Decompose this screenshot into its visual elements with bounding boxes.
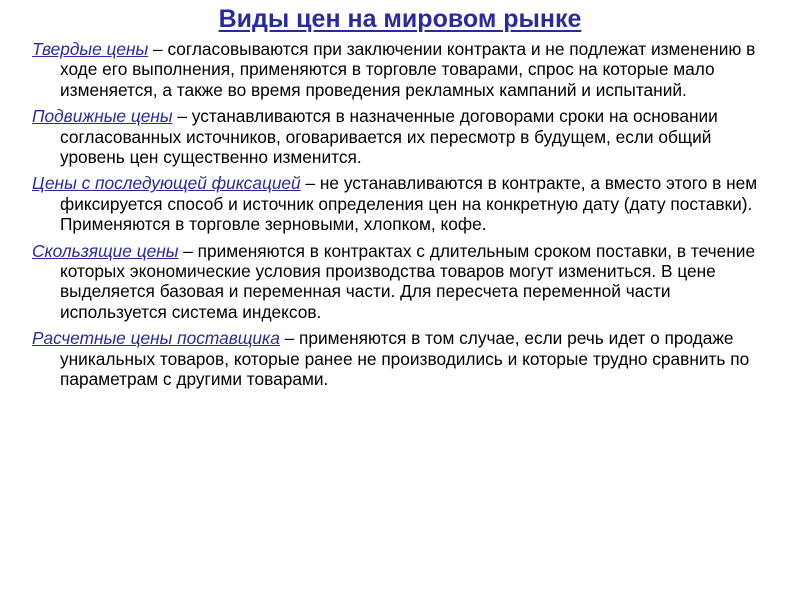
paragraph-sliding-prices xyxy=(32,241,772,323)
paragraph-flexible-prices xyxy=(32,106,772,167)
paragraph-supplier-estimated-prices xyxy=(32,328,772,389)
slide-content xyxy=(32,39,772,396)
paragraph-deferred-fixing-prices xyxy=(32,173,772,234)
definition-flexible-prices: – устанавливаются в назначенные договорами сроки на основании согласованных источников, оговаривается их пересмотр в будущем, если общий уровень цен существенно изменится. xyxy=(60,106,718,168)
term-supplier-estimated-prices: Расчетные цены поставщика xyxy=(32,328,280,349)
term-flexible-prices: Подвижные цены xyxy=(32,106,173,127)
slide-title xyxy=(0,4,800,34)
definition-supplier-estimated-prices: – применяются в том случае, если речь идет о продаже уникальных товаров, которые ранее не производились и которые трудно сравнить по параметрам с другими товарами. xyxy=(60,328,750,390)
paragraph-fixed-prices xyxy=(32,39,772,100)
term-deferred-fixing-prices: Цены с последующей фиксацией xyxy=(32,173,301,194)
slide-title-text: Виды цен на мировом рынке xyxy=(218,5,582,33)
term-fixed-prices: Твердые цены xyxy=(32,39,149,59)
definition-fixed-prices: – согласовываются при заключении контракта и не подлежат изменению в ходе его выполнения, применяются в торговле товарами, спрос на которые мало изменяется, а также во время проведения рекламных кампаний и испытаний. xyxy=(60,39,756,100)
definition-sliding-prices: – применяются в контрактах с длительным сроком поставки, в течение которых экономические условия производства товаров могут измениться. В цене выделяется базовая и переменная части. Для пересчета переменной части используется система индексов. xyxy=(60,240,756,322)
definition-deferred-fixing-prices: – не устанавливаются в контракте, а вместо этого в нем фиксируется способ и источник определения цен на конкретную дату (дату поставки). Применяются в торговле зерновыми, хлопком, кофе. xyxy=(60,173,758,235)
term-sliding-prices: Скользящие цены xyxy=(32,240,179,261)
